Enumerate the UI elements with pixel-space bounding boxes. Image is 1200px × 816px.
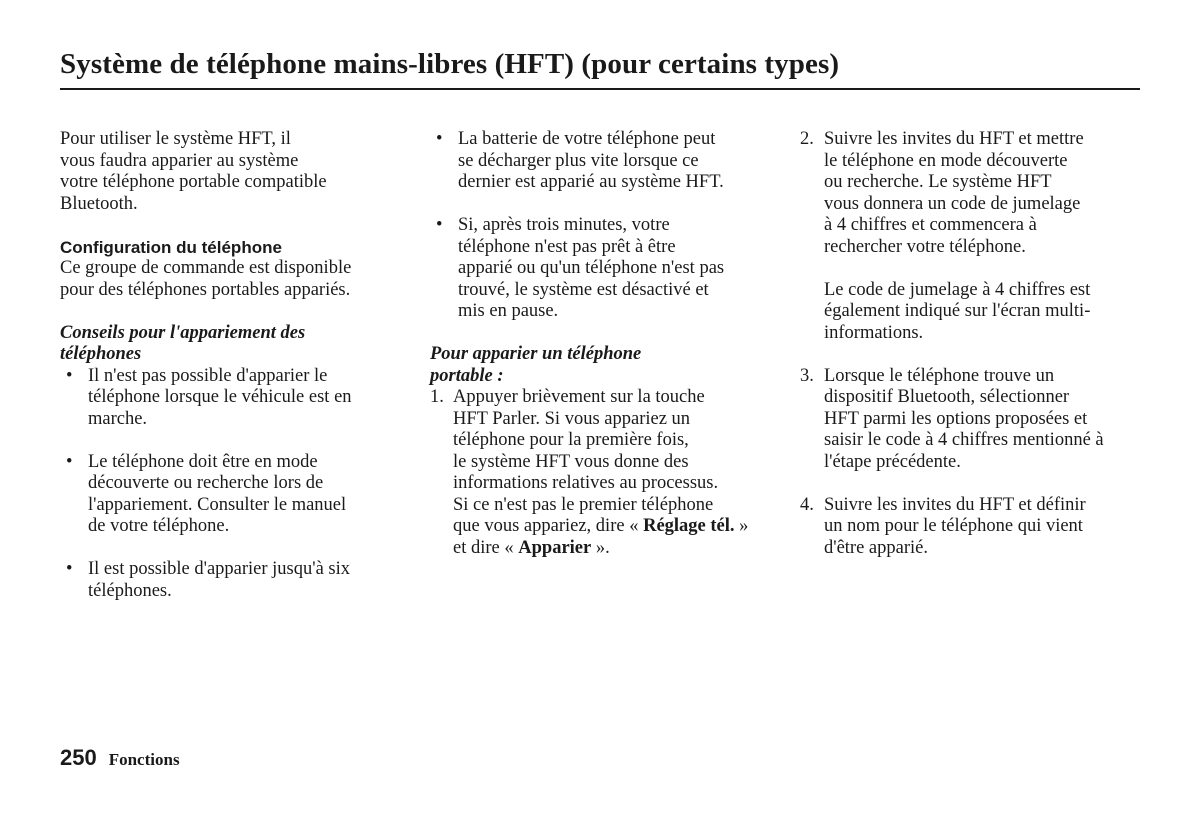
text-run: que vous appariez, dire « [453, 516, 644, 536]
text-line: l'étape précédente. [824, 451, 961, 472]
text-line: Si, après trois minutes, votre [458, 215, 670, 235]
text-line: Il est possible d'apparier jusqu'à six [88, 559, 351, 579]
step-number: 3. [800, 365, 814, 386]
step-item [430, 387, 780, 559]
config-heading: Configuration du téléphone [60, 237, 282, 257]
text-line: téléphone n'est pas prêt à être [458, 236, 676, 257]
bullet-icon: • [66, 451, 73, 472]
text-line [453, 538, 780, 560]
bullet-icon: • [436, 215, 443, 235]
text-line: téléphone lorsque le véhicule est en [88, 387, 352, 407]
column-3 [800, 129, 1145, 559]
text-line: informations. [824, 322, 924, 343]
intro-paragraph [60, 129, 400, 215]
text-line: apparié ou qu'un téléphone n'est pas [458, 258, 725, 278]
text-run: et dire « [453, 537, 519, 558]
text-line: HFT parmi les options proposées et [824, 408, 1088, 429]
text-line: Lorsque le téléphone trouve un [824, 365, 1055, 386]
text-line: un nom pour le téléphone qui vient [824, 516, 1083, 536]
text-line: Conseils pour l'appariement des [60, 322, 306, 343]
column-1 [60, 129, 400, 602]
text-line: Bluetooth. [60, 193, 138, 214]
text-line: Le code de jumelage à 4 chiffres est [824, 279, 1091, 300]
text-line: rechercher votre téléphone. [824, 236, 1026, 257]
text-line: se décharger plus vite lorsque ce [458, 150, 699, 171]
bullet-icon: • [66, 365, 73, 386]
text-line: pour des téléphones portables appariés. [60, 279, 351, 300]
step-number: 2. [800, 129, 814, 149]
text-line: HFT Parler. Si vous appariez un [453, 408, 691, 429]
section-name: Fonctions [108, 750, 180, 769]
step-item [800, 129, 1145, 344]
text-line: Appuyer brièvement sur la touche [453, 387, 705, 407]
text-line: Ce groupe de commande est disponible [60, 258, 352, 278]
text-line: téléphones. [88, 580, 172, 601]
list-item [60, 452, 400, 538]
text-line: ou recherche. Le système HFT [824, 172, 1052, 192]
text-line: le téléphone en mode découverte [824, 150, 1068, 171]
text-line: Le téléphone doit être en mode [88, 451, 318, 472]
text-line: à 4 chiffres et commencera à [824, 215, 1037, 235]
text-line: trouvé, le système est désactivé et [458, 279, 709, 300]
list-item [430, 215, 780, 323]
text-line: La batterie de votre téléphone peut [458, 129, 716, 149]
step-number: 1. [430, 387, 444, 407]
text-line: portable : [430, 365, 504, 386]
tips-heading [60, 323, 400, 366]
config-paragraph [60, 258, 400, 301]
page-footer [60, 745, 180, 771]
title-rule [60, 88, 1140, 90]
text-line: dispositif Bluetooth, sélectionner [824, 387, 1070, 407]
text-run: ». [591, 537, 610, 558]
text-line: dernier est apparié au système HFT. [458, 172, 724, 192]
text-line: d'être apparié. [824, 537, 928, 558]
text-line: Suivre les invites du HFT et mettre [824, 129, 1084, 149]
text-line: Il n'est pas possible d'apparier le [88, 365, 328, 386]
text-line: découverte ou recherche lors de [88, 473, 324, 493]
text-line: Si ce n'est pas le premier téléphone [453, 494, 714, 515]
text-line: l'appariement. Consulter le manuel [88, 494, 347, 515]
text-line: également indiqué sur l'écran multi- [824, 301, 1091, 321]
text-line: Pour apparier un téléphone [430, 344, 642, 364]
bold-command: Apparier [518, 537, 592, 558]
text-line: saisir le code à 4 chiffres mentionné à [824, 430, 1104, 450]
text-line: de votre téléphone. [88, 516, 230, 536]
text-line: marche. [88, 408, 148, 429]
text-line: vous faudra apparier au système [60, 150, 299, 171]
text-line: le système HFT vous donne des [453, 451, 689, 472]
list-item [60, 366, 400, 431]
text-line: téléphones [60, 344, 142, 364]
text-line: Pour utiliser le système HFT, il [60, 129, 291, 149]
bullet-icon: • [66, 559, 73, 579]
list-item [60, 559, 400, 602]
text-line: Suivre les invites du HFT et définir [824, 494, 1086, 515]
text-line [453, 516, 780, 538]
bold-command: Réglage tél. [643, 516, 735, 536]
text-line: informations relatives au processus. [453, 473, 719, 493]
list-item [430, 129, 780, 194]
bullet-icon: • [436, 129, 443, 149]
step-number: 4. [800, 494, 814, 515]
text-line: votre téléphone portable compatible [60, 172, 327, 192]
pair-heading [430, 344, 780, 387]
step-item [800, 495, 1145, 560]
page-number: 250 [60, 745, 97, 770]
page-title: Système de téléphone mains-libres (HFT) (pour certains types) [60, 48, 840, 80]
text-line: mis en pause. [458, 301, 559, 321]
text-line: vous donnera un code de jumelage [824, 193, 1081, 214]
step-item [800, 366, 1145, 474]
column-2 [430, 129, 780, 559]
text-run: » [734, 516, 749, 536]
text-line: téléphone pour la première fois, [453, 430, 689, 450]
